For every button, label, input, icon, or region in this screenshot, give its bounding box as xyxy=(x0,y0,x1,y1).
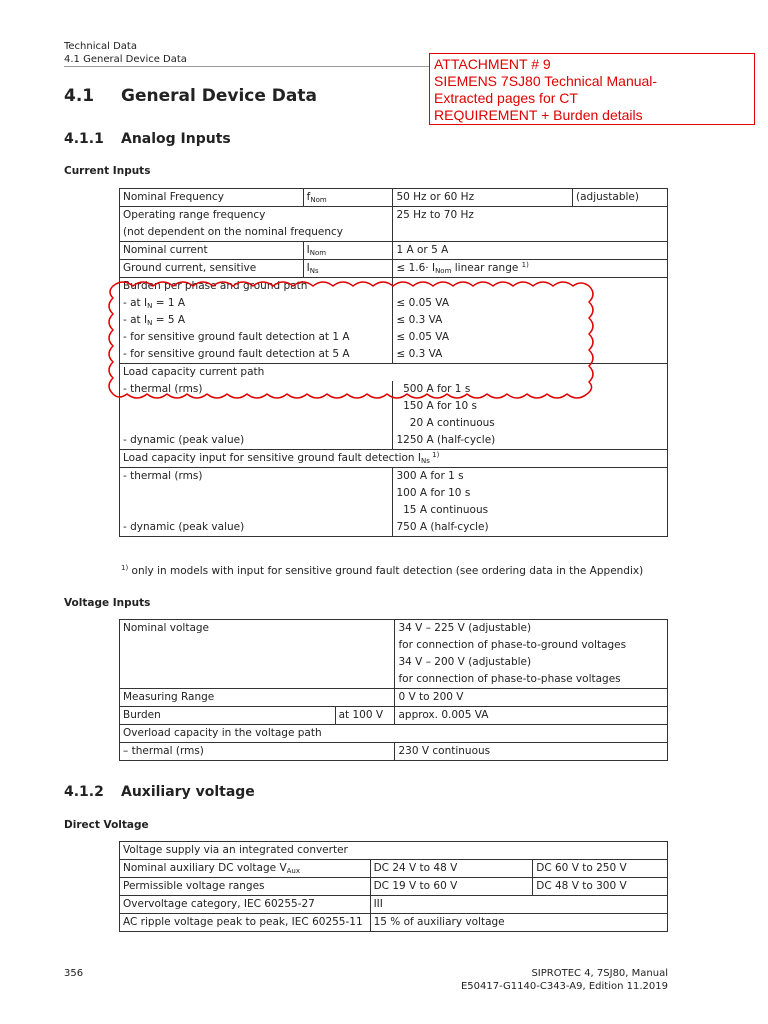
cell-value: III xyxy=(370,896,667,914)
cell-label: Load capacity input for sensitive ground fault detection $I_{Ns}$ $^{1)}$ xyxy=(120,450,668,468)
table-heading-current-inputs: Current Inputs xyxy=(64,165,151,177)
cell-value: DC 19 V to 60 V xyxy=(370,878,533,896)
cell-label: Permissible voltage ranges xyxy=(120,878,371,896)
cell-condition: at 100 V xyxy=(335,707,395,725)
cell-value: 0 V to 200 V xyxy=(395,689,668,707)
cell-value: 25 Hz to 70 Hz xyxy=(393,207,668,242)
cell-label: Burden per phase and ground path - at $I_N = 1$ A - at $I_N = 5$ A - for sensitive ground fault detection at 1 A - for sensitive ground fault detection at 5 A xyxy=(120,278,393,364)
footnote: $^{1)}$ only in models with input for sensitive ground fault detection (see ordering data in the Appendix) xyxy=(121,564,644,577)
subsection-number: 4.1.2 xyxy=(64,784,104,800)
footer-manual: SIPROTEC 4, 7SJ80, Manual xyxy=(531,968,668,979)
footer-edition: E50417-G1140-C343-A9, Edition 11.2019 xyxy=(460,981,668,992)
subsection-number: 4.1.1 xyxy=(64,131,104,147)
header-chapter: Technical Data xyxy=(64,41,137,52)
header-section: 4.1 General Device Data xyxy=(64,54,187,65)
subsection-title: Analog Inputs xyxy=(121,131,231,147)
table-row xyxy=(120,620,668,689)
cell-label: Operating range frequency (not dependent on the nominal frequency xyxy=(120,207,393,242)
cell-value: DC 48 V to 300 V xyxy=(533,878,668,896)
cell-symbol: $f_{Nom}$ xyxy=(303,189,393,207)
cell-label: Measuring Range xyxy=(120,689,395,707)
table-heading-direct-voltage: Direct Voltage xyxy=(64,819,149,831)
table-row xyxy=(120,743,668,761)
voltage-inputs-table xyxy=(119,619,668,761)
scalloped-outline xyxy=(109,282,593,398)
page-number: 356 xyxy=(64,968,84,979)
attachment-line: Extracted pages for CT xyxy=(434,90,578,106)
table-heading-voltage-inputs: Voltage Inputs xyxy=(64,597,151,609)
cell-label: Nominal current xyxy=(120,242,304,260)
cell-value: DC 24 V to 48 V xyxy=(370,860,533,878)
cell-value: 1 A or 5 A xyxy=(393,242,668,260)
table-row xyxy=(120,914,668,932)
table-row xyxy=(120,860,668,878)
cell-value: approx. 0.005 VA xyxy=(395,707,668,725)
cell-label: – thermal (rms) xyxy=(120,743,395,761)
cell-symbol: $I_{Ns}$ xyxy=(303,260,393,278)
cell-label: Nominal voltage xyxy=(120,620,395,689)
cell-label: Overload capacity in the voltage path xyxy=(120,725,668,743)
table-row xyxy=(120,689,668,707)
table-row xyxy=(120,878,668,896)
cell-label: - thermal (rms) - dynamic (peak value) xyxy=(120,468,393,537)
attachment-line: SIEMENS 7SJ80 Technical Manual- xyxy=(434,73,658,89)
footer-doc-info xyxy=(461,967,668,993)
cell-label: AC ripple voltage peak to peak, IEC 60255-11 xyxy=(120,914,371,932)
cell-value: 300 A for 1 s 100 A for 10 s 15 A continuous 750 A (half-cycle) xyxy=(393,468,668,537)
cell-extra: (adjustable) xyxy=(573,189,668,207)
cell-label: Voltage supply via an integrated converter xyxy=(120,842,668,860)
direct-voltage-table xyxy=(119,841,668,932)
cell-label: Nominal Frequency xyxy=(120,189,304,207)
cell-value: 50 Hz or 60 Hz xyxy=(393,189,573,207)
attachment-line: REQUIREMENT + Burden details xyxy=(434,107,643,123)
cell-label: Burden xyxy=(120,707,336,725)
cell-symbol: $I_{Nom}$ xyxy=(303,242,393,260)
cell-value: 15 % of auxiliary voltage xyxy=(370,914,667,932)
subsection-title: Auxiliary voltage xyxy=(121,784,255,800)
cell-label: Overvoltage category, IEC 60255-27 xyxy=(120,896,371,914)
cell-label: Nominal auxiliary DC voltage $V_{Aux}$ xyxy=(120,860,371,878)
table-row xyxy=(120,896,668,914)
table-row xyxy=(120,842,668,860)
cell-value: DC 60 V to 250 V xyxy=(533,860,668,878)
cell-label: Load capacity current path xyxy=(120,364,668,382)
table-row xyxy=(120,725,668,743)
cell-label: Ground current, sensitive xyxy=(120,260,304,278)
cell-value: 500 A for 1 s 150 A for 10 s 20 A continuous 1250 A (half-cycle) xyxy=(393,381,668,450)
cell-value: 230 V continuous xyxy=(395,743,668,761)
section-number: 4.1 xyxy=(64,86,95,106)
cell-value: ≤ $1.6\cdot I_{Nom}$ linear range $^{1)}$ xyxy=(393,260,668,278)
table-row xyxy=(120,707,668,725)
section-title: General Device Data xyxy=(121,86,317,106)
cell-value: 34 V – 225 V (adjustable) for connection of phase-to-ground voltages 34 V – 200 V (adjustable) for connection of phase-to-phase voltages xyxy=(395,620,668,689)
attachment-line: ATTACHMENT # 9 xyxy=(434,56,551,72)
cell-label: - thermal (rms) - dynamic (peak value) xyxy=(120,381,393,450)
cell-value: ≤ 0.05 VA ≤ 0.3 VA ≤ 0.05 VA ≤ 0.3 VA xyxy=(393,278,668,364)
